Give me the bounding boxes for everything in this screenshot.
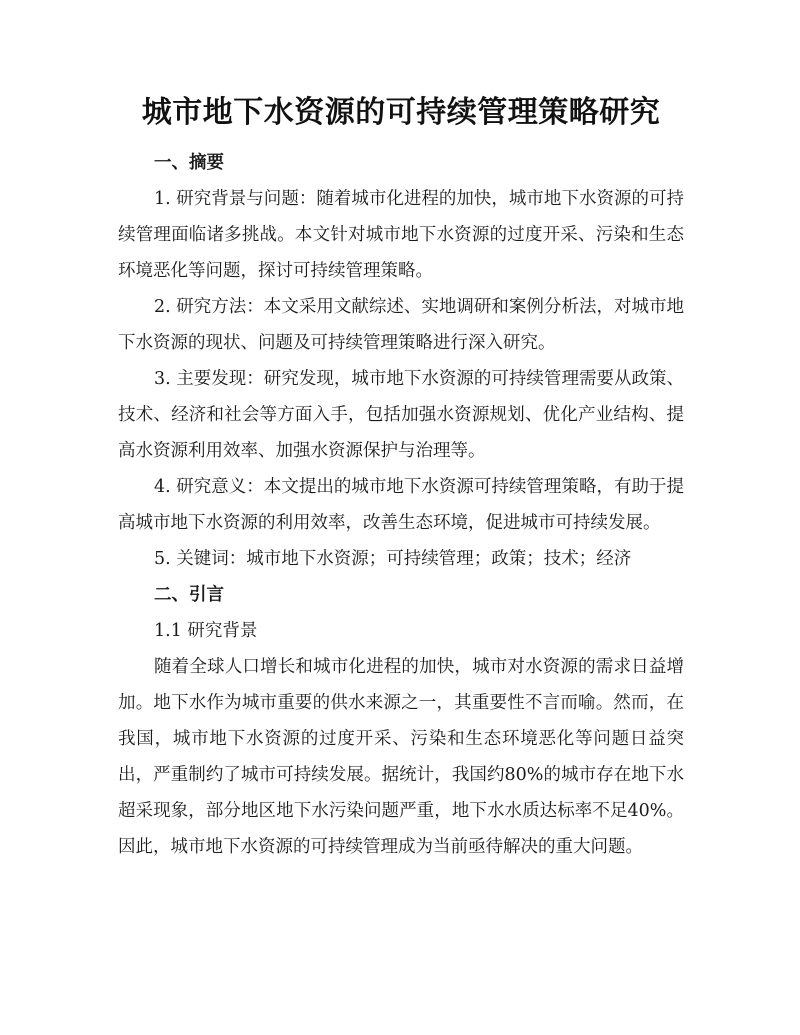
abstract-paragraph-methods: 2. 研究方法：本文采用文献综述、实地调研和案例分析法，对城市地下水资源的现状、问题及可持续管理策略进行深入研究。 <box>118 297 684 353</box>
subsection-heading-background: 1.1 研究背景 <box>154 621 258 641</box>
abstract-paragraph-significance: 4. 研究意义：本文提出的城市地下水资源可持续管理策略，有助于提高城市地下水资源的利用效率，改善生态环境，促进城市可持续发展。 <box>118 477 684 533</box>
abstract-paragraph-findings: 3. 主要发现：研究发现，城市地下水资源的可持续管理需要从政策、技术、经济和社会等方面入手，包括加强水资源规划、优化产业结构、提高水资源利用效率、加强水资源保护与治理等。 <box>118 369 684 461</box>
abstract-paragraph-keywords: 5. 关键词：城市地下水资源；可持续管理；政策；技术；经济 <box>154 549 632 569</box>
section-heading-abstract: 一、摘要 <box>154 153 224 173</box>
abstract-paragraph-background: 1. 研究背景与问题：随着城市化进程的加快，城市地下水资源的可持续管理面临诸多挑战。本文针对城市地下水资源的过度开采、污染和生态环境恶化等问题，探讨可持续管理策略。 <box>118 189 684 281</box>
document-title: 城市地下水资源的可持续管理策略研究 <box>141 95 661 130</box>
section-heading-introduction: 二、引言 <box>154 585 224 605</box>
introduction-paragraph: 随着全球人口增长和城市化进程的加快，城市对水资源的需求日益增加。地下水作为城市重要的供水来源之一，其重要性不言而喻。然而，在我国，城市地下水资源的过度开采、污染和生态环境恶化等问题日益突出，严重制约了城市可持续发展。据统计，我国约80%的城市存在地下水超采现象，部分地区地下水污染问题严重，地下水水质达标率不足40%。因此，城市地下水资源的可持续管理成为当前亟待解决的重大问题。 <box>118 657 684 857</box>
document-body <box>118 145 684 865</box>
